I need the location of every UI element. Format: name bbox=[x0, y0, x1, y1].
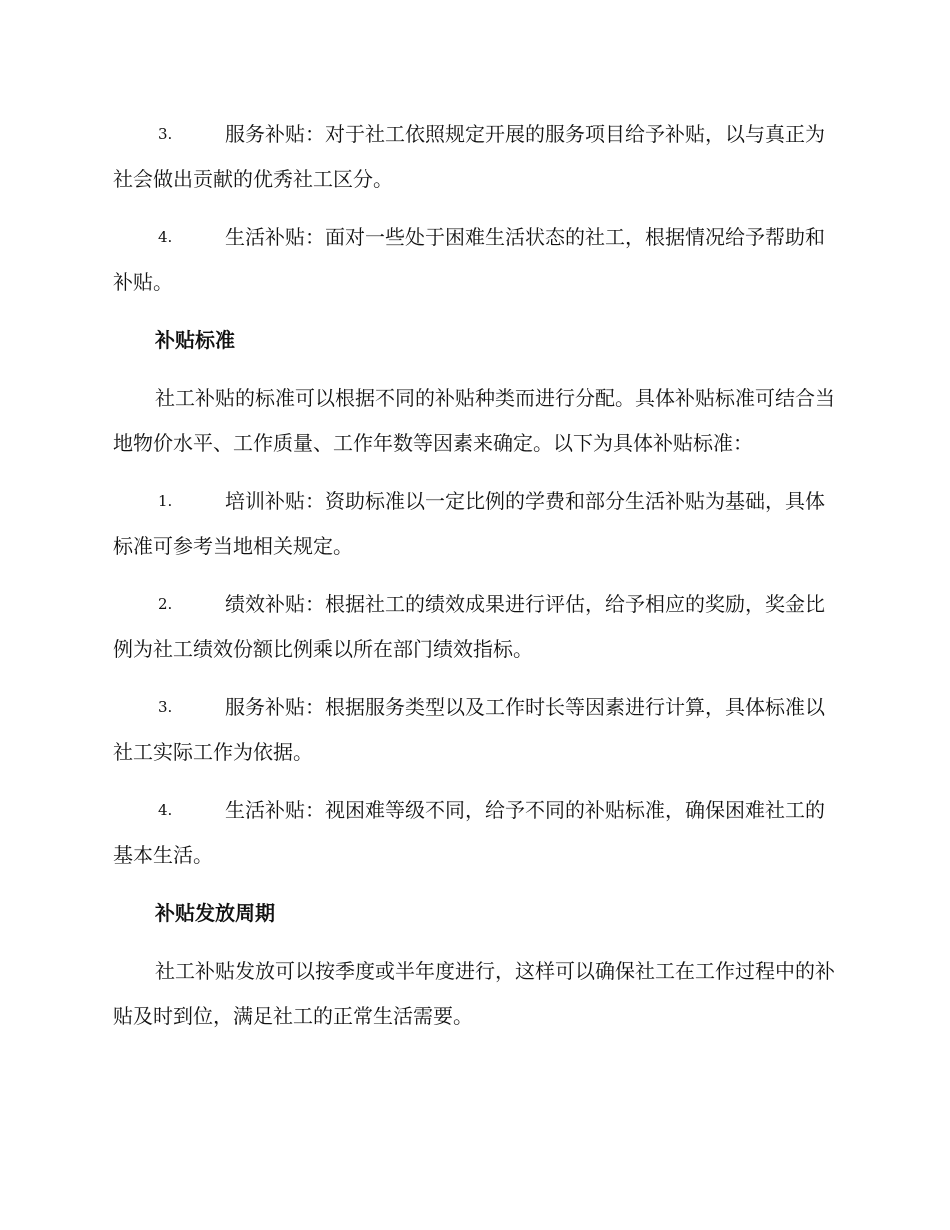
list-number: 3. bbox=[158, 698, 173, 716]
list-item bbox=[113, 479, 835, 569]
list-number: 1. bbox=[158, 492, 173, 510]
list-item bbox=[113, 582, 835, 672]
list-text: 生活补贴：视困难等级不同，给予不同的补贴标准，确保困难社工的基本生活。 bbox=[113, 798, 825, 867]
list-number: 2. bbox=[158, 595, 173, 613]
section-heading-period: 补贴发放周期 bbox=[155, 901, 275, 925]
section-heading-standard: 补贴标准 bbox=[155, 328, 235, 352]
standard-paragraph: 社工补贴的标准可以根据不同的补贴种类而进行分配。具体补贴标准可结合当地物价水平、工作质量、工作年数等因素来确定。以下为具体补贴标准： bbox=[113, 386, 835, 455]
list-item bbox=[113, 788, 835, 878]
list-item bbox=[113, 685, 835, 775]
list-item bbox=[113, 215, 835, 305]
list-text: 绩效补贴：根据社工的绩效成果进行评估，给予相应的奖励，奖金比例为社工绩效份额比例乘以所在部门绩效指标。 bbox=[113, 592, 825, 661]
list-item bbox=[113, 112, 835, 202]
list-number: 4. bbox=[158, 801, 173, 819]
list-text: 培训补贴：资助标准以一定比例的学费和部分生活补贴为基础，具体标准可参考当地相关规定。 bbox=[113, 489, 825, 558]
list-text: 服务补贴：对于社工依照规定开展的服务项目给予补贴，以与真正为社会做出贡献的优秀社工区分。 bbox=[113, 122, 825, 191]
list-text: 服务补贴：根据服务类型以及工作时长等因素进行计算，具体标准以社工实际工作为依据。 bbox=[113, 695, 825, 764]
list-text: 生活补贴：面对一些处于困难生活状态的社工，根据情况给予帮助和补贴。 bbox=[113, 225, 825, 294]
period-paragraph: 社工补贴发放可以按季度或半年度进行，这样可以确保社工在工作过程中的补贴及时到位，满足社工的正常生活需要。 bbox=[113, 959, 835, 1028]
document-content bbox=[113, 112, 835, 1052]
list-number: 4. bbox=[158, 228, 173, 246]
list-number: 3. bbox=[158, 125, 173, 143]
